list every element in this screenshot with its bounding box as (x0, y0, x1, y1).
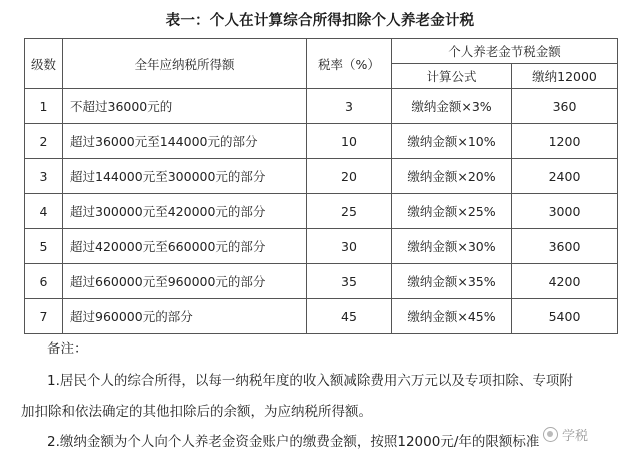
header-level: 级数 (25, 39, 63, 89)
watermark-logo-icon (543, 427, 558, 442)
cell-income: 超过660000元至960000元的部分 (63, 264, 307, 299)
cell-income: 超过420000元至660000元的部分 (63, 229, 307, 264)
note-line-2: 加扣除和依法确定的其他扣除后的余额，为应纳税所得额。 (21, 404, 372, 420)
header-formula: 计算公式 (392, 64, 512, 89)
cell-formula: 缴纳金额×25% (392, 194, 512, 229)
cell-formula: 缴纳金额×30% (392, 229, 512, 264)
cell-rate: 3 (307, 89, 392, 124)
cell-level: 7 (25, 299, 63, 334)
table-row (25, 299, 618, 334)
page-title: 表一：个人在计算综合所得扣除个人养老金计税 (165, 13, 475, 29)
note-line-3: 2.缴纳金额为个人向个人养老金资金账户的缴费金额，按照12000元/年的限额标准 (47, 434, 540, 450)
cell-amount: 5400 (512, 299, 618, 334)
cell-level: 5 (25, 229, 63, 264)
cell-level: 6 (25, 264, 63, 299)
note-line-1: 1.居民个人的综合所得，以每一纳税年度的收入额减除费用六万元以及专项扣除、专项附 (47, 373, 573, 389)
header-pension-group: 个人养老金节税金额 (392, 39, 618, 64)
cell-amount: 3000 (512, 194, 618, 229)
cell-level: 2 (25, 124, 63, 159)
table-row (25, 89, 618, 124)
cell-level: 3 (25, 159, 63, 194)
watermark (543, 425, 588, 444)
header-income: 全年应纳税所得额 (63, 39, 307, 89)
cell-income: 超过960000元的部分 (63, 299, 307, 334)
header-pay12000: 缴纳12000 (512, 64, 618, 89)
cell-amount: 2400 (512, 159, 618, 194)
cell-income: 超过36000元至144000元的部分 (63, 124, 307, 159)
watermark-text: 学税 (562, 429, 589, 444)
cell-formula: 缴纳金额×45% (392, 299, 512, 334)
cell-level: 4 (25, 194, 63, 229)
cell-formula: 缴纳金额×3% (392, 89, 512, 124)
cell-amount: 3600 (512, 229, 618, 264)
cell-formula: 缴纳金额×20% (392, 159, 512, 194)
table-row (25, 159, 618, 194)
header-row (25, 39, 618, 64)
cell-amount: 360 (512, 89, 618, 124)
notes-heading: 备注： (47, 341, 88, 357)
cell-level: 1 (25, 89, 63, 124)
tax-table (24, 38, 618, 334)
cell-rate: 35 (307, 264, 392, 299)
header-rate: 税率（%） (307, 39, 392, 89)
table-row (25, 194, 618, 229)
cell-income: 超过144000元至300000元的部分 (63, 159, 307, 194)
cell-formula: 缴纳金额×10% (392, 124, 512, 159)
table-row (25, 124, 618, 159)
cell-rate: 20 (307, 159, 392, 194)
cell-income: 超过300000元至420000元的部分 (63, 194, 307, 229)
cell-rate: 10 (307, 124, 392, 159)
cell-rate: 30 (307, 229, 392, 264)
table-row (25, 264, 618, 299)
cell-amount: 4200 (512, 264, 618, 299)
cell-rate: 45 (307, 299, 392, 334)
cell-amount: 1200 (512, 124, 618, 159)
cell-income: 不超过36000元的 (63, 89, 307, 124)
table-row (25, 229, 618, 264)
cell-rate: 25 (307, 194, 392, 229)
cell-formula: 缴纳金额×35% (392, 264, 512, 299)
